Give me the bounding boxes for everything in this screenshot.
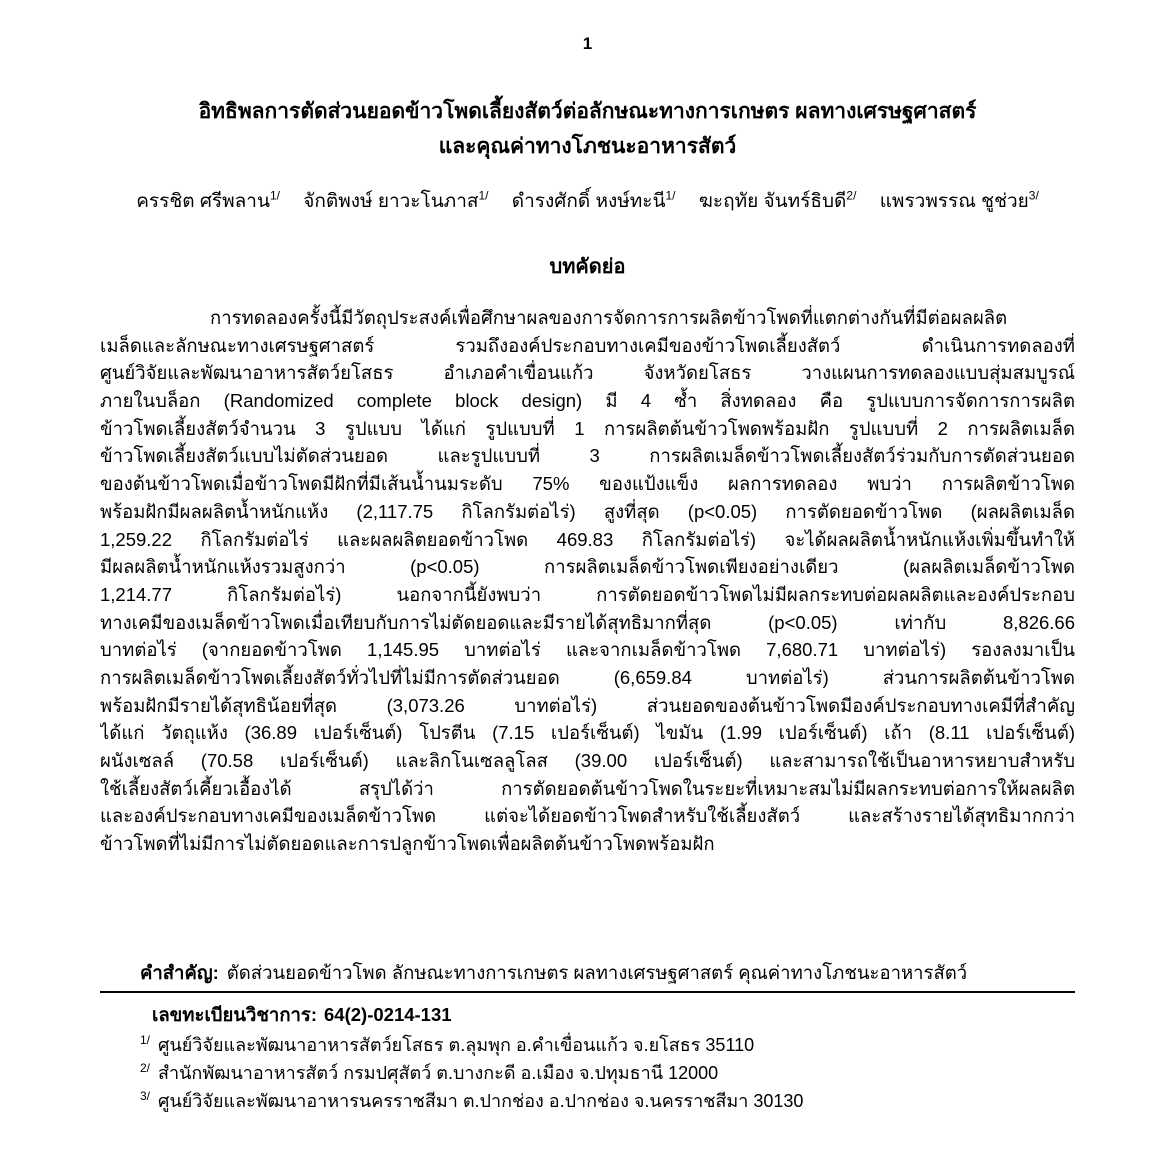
registration-value: 64(2)-0214-131 [324, 1003, 452, 1025]
paper-title-line-2: และคุณค่าทางโภชนะอาหารสัตว์ [438, 135, 737, 158]
registration-number-line [100, 1002, 1075, 1028]
footnote-3-text: ศูนย์วิจัยและพัฒนาอาหารนครราชสีมา ต.ปากช่อง อ.ปากช่อง จ.นครราชสีมา 30130 [158, 1090, 804, 1111]
abstract-line: เมล็ดและลักษณะทางเศรษฐศาสตร์ รวมถึงองค์ประกอบทางเคมีของข้าวโพดเลี้ยงสัตว์ ดำเนินการทดลองที่ [100, 334, 1075, 356]
footnote-3 [140, 1087, 1075, 1115]
affiliation-footnotes [100, 1031, 1075, 1115]
keywords-text: ตัดส่วนยอดข้าวโพด ลักษณะทางการเกษตร ผลทางเศรษฐศาสตร์ คุณค่าทางโภชนะอาหารสัตว์ [226, 961, 968, 983]
author-4-name: ฆะฤทัย จันทร์ธิบดี [698, 191, 847, 212]
footnote-1-mark: 1/ [140, 1032, 151, 1047]
footer-divider-rule [100, 991, 1075, 993]
abstract-line: ข้าวโพดเลี้ยงสัตว์แบบไม่ตัดส่วนยอด และรูปแบบที่ 3 การผลิตเมล็ดข้าวโพดเลี้ยงสัตว์ร่วมกับการตัดส่วนยอด [100, 445, 1075, 467]
abstract-line: และองค์ประกอบทางเคมีของเมล็ดข้าวโพด แต่จะได้ยอดข้าวโพดสำหรับใช้เลี้ยงสัตว์ และสร้างรายได้สุทธิมากกว่า [100, 805, 1075, 827]
author-2-affiliation-mark: 1/ [478, 188, 489, 203]
abstract-line: มีผลผลิตน้ำหนักแห้งรวมสูงกว่า (p<0.05) การผลิตเมล็ดข้าวโพดเพียงอย่างเดียว (ผลผลิตเมล็ดข้าวโพด [100, 556, 1075, 578]
footnote-3-mark: 3/ [140, 1088, 151, 1103]
author-3-affiliation-mark: 1/ [665, 188, 676, 203]
author-2 [303, 188, 488, 216]
author-5-name: แพรวพรรณ ชูช่วย [879, 191, 1029, 212]
abstract-heading: บทคัดย่อ [549, 256, 626, 278]
author-4-affiliation-mark: 2/ [846, 188, 857, 203]
authors-line [100, 188, 1075, 216]
paper-title [100, 94, 1075, 164]
abstract-line: ทางเคมีของเมล็ดข้าวโพดเมื่อเทียบกับการไม่ตัดยอดและมีรายได้สุทธิมากที่สุด (p<0.05) เท่ากับ 8,826.66 [100, 611, 1075, 633]
footnote-1-text: ศูนย์วิจัยและพัฒนาอาหารสัตว์ยโสธร ต.ลุมพุก อ.คำเขื่อนแก้ว จ.ยโสธร 35110 [158, 1034, 755, 1055]
abstract-line: ของต้นข้าวโพดเมื่อข้าวโพดมีฝักที่มีเส้นน้ำนมระดับ 75% ของแป้งแข็ง ผลการทดลอง พบว่า การผลิตข้าวโพด [100, 473, 1075, 495]
footnote-1 [140, 1031, 1075, 1059]
keywords-label: คำสำคัญ: [140, 961, 219, 983]
abstract-line: ข้าวโพดเลี้ยงสัตว์จำนวน 3 รูปแบบ ได้แก่ รูปแบบที่ 1 การผลิตต้นข้าวโพดพร้อมฝัก รูปแบบที่ 2 การผลิตเมล็ด [100, 417, 1075, 439]
abstract-line: 1,214.77 กิโลกรัมต่อไร่) นอกจากนี้ยังพบว่า การตัดยอดข้าวโพดไม่มีผลกระทบต่อผลผลิตและองค์ประกอบ [100, 583, 1075, 605]
abstract-line: ผนังเซลล์ (70.58 เปอร์เซ็นต์) และลิกโนเซลลูโลส (39.00 เปอร์เซ็นต์) และสามารถใช้เป็นอาหารหยาบสำหรับ [100, 750, 1075, 771]
registration-label: เลขทะเบียนวิชาการ: [152, 1003, 318, 1025]
author-4 [699, 188, 857, 216]
author-2-name: จักติพงษ์ ยาวะโนภาส [303, 191, 479, 212]
abstract-line: ใช้เลี้ยงสัตว์เคี้ยวเอื้องได้ สรุปได้ว่า การตัดยอดต้นข้าวโพดในระยะที่เหมาะสมไม่มีผลกระทบต่อการให้ผลผลิต [100, 777, 1075, 799]
page-number: 1 [582, 34, 593, 53]
paper-title-line-1: อิทธิพลการตัดส่วนยอดข้าวโพดเลี้ยงสัตว์ต่อลักษณะทางการเกษตร ผลทางเศรษฐศาสตร์ [198, 100, 977, 123]
abstract-line: บาทต่อไร่ (จากยอดข้าวโพด 1,145.95 บาทต่อไร่ และจากเมล็ดข้าวโพด 7,680.71 บาทต่อไร่) รองลงมาเป็น [100, 639, 1075, 661]
abstract-line: พร้อมฝักมีรายได้สุทธิน้อยที่สุด (3,073.26 บาทต่อไร่) ส่วนยอดของต้นข้าวโพดมีองค์ประกอบทางเคมีที่สำคัญ [100, 694, 1075, 716]
abstract-line: การผลิตเมล็ดข้าวโพดเลี้ยงสัตว์ทั่วไปที่ไม่มีการตัดส่วนยอด (6,659.84 บาทต่อไร่) ส่วนการผลิตต้นข้าวโพด [100, 666, 1075, 688]
author-5 [880, 188, 1039, 216]
abstract-line: 1,259.22 กิโลกรัมต่อไร่ และผลผลิตยอดข้าวโพด 469.83 กิโลกรัมต่อไร่) จะได้ผลผลิตน้ำหนักแห้งเพิ่มขึ้นทำให้ [100, 528, 1075, 550]
abstract-line: ได้แก่ วัตถุแห้ง (36.89 เปอร์เซ็นต์) โปรตีน (7.15 เปอร์เซ็นต์) ไขมัน (1.99 เปอร์เซ็นต์) เถ้า (8.11 เปอร์เซ็นต์) [100, 722, 1075, 744]
keywords-line [100, 960, 1075, 986]
author-3 [512, 188, 676, 216]
abstract-line: ข้าวโพดที่ไม่มีการไม่ตัดยอดและการปลูกข้าวโพดเพื่อผลิตต้นข้าวโพดพร้อมฝัก [100, 833, 715, 855]
abstract-line: การทดลองครั้งนี้มีวัตถุประสงค์เพื่อศึกษาผลของการจัดการการผลิตข้าวโพดที่แตกต่างกันที่มีต่อผลผลิต [210, 307, 1008, 328]
author-1 [136, 188, 280, 216]
author-1-affiliation-mark: 1/ [269, 188, 280, 203]
footnote-2-mark: 2/ [140, 1060, 151, 1075]
abstract-line: พร้อมฝักมีผลผลิตน้ำหนักแห้ง (2,117.75 กิโลกรัมต่อไร่) สูงที่สุด (p<0.05) การตัดยอดข้าวโพด (ผลผลิตเมล็ด [100, 500, 1075, 522]
abstract-paragraph [100, 304, 1075, 858]
author-3-name: ดำรงศักดิ์ หงษ์ทะนี [511, 191, 666, 212]
footnote-2 [140, 1059, 1075, 1087]
footnote-2-text: สำนักพัฒนาอาหารสัตว์ กรมปศุสัตว์ ต.บางกะดี อ.เมือง จ.ปทุมธานี 12000 [158, 1062, 719, 1083]
author-1-name: ครรชิต ศรีพลาน [136, 191, 270, 212]
author-5-affiliation-mark: 3/ [1028, 188, 1039, 203]
abstract-line: ศูนย์วิจัยและพัฒนาอาหารสัตว์ยโสธร อำเภอคำเขื่อนแก้ว จังหวัดยโสธร วางแผนการทดลองแบบสุ่มสมบูรณ์ [100, 362, 1075, 384]
abstract-line: ภายในบล็อก (Randomized complete block design) มี 4 ซ้ำ สิ่งทดลอง คือ รูปแบบการจัดการการผลิต [100, 390, 1075, 412]
